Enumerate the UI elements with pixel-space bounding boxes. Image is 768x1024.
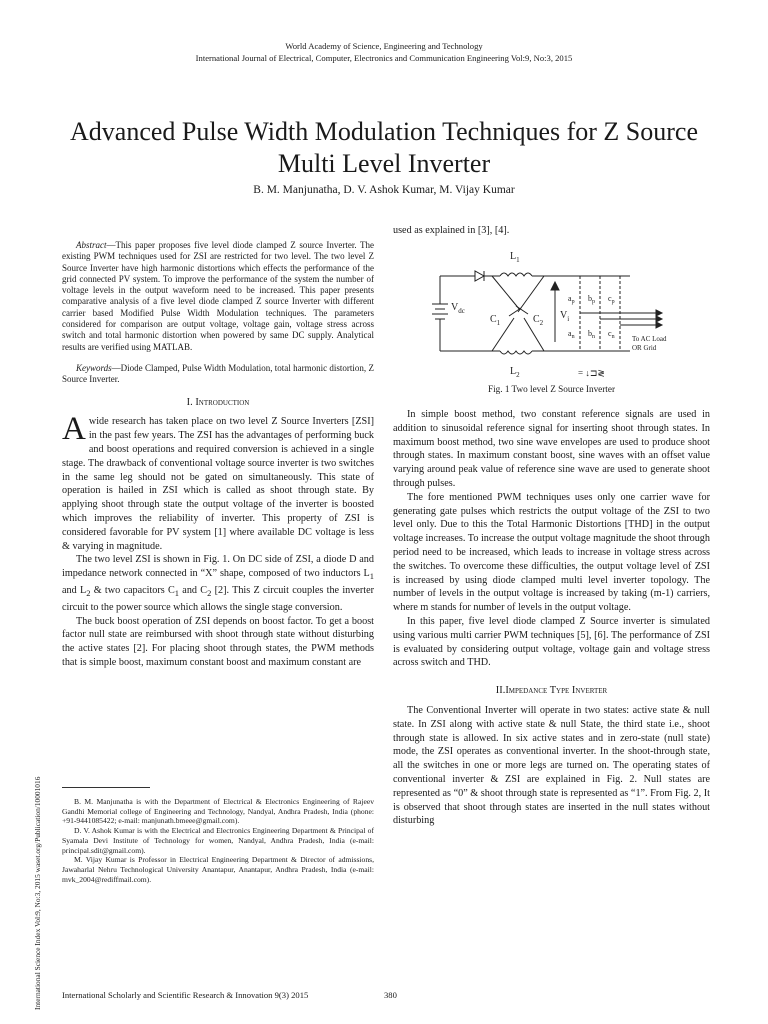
text-fragment: and C <box>179 584 208 596</box>
cn-label: $c_n$ <box>608 329 615 340</box>
right-column-body <box>393 408 710 828</box>
footnote-2: D. V. Ashok Kumar is with the Electrical and Electronics Engineering Department & Principal of Syamala Devi Institute of Technology for women, Nandyal, Andhra Pradesh, India (e-mail: principal.sdit@gmail.com). <box>62 826 374 855</box>
left-column <box>62 240 374 670</box>
inductor-l2-icon <box>500 351 532 354</box>
footnote-3: M. Vijay Kumar is Professor in Electrical Engineering Department & Director of admissions, Jawaharlal Nehru Technological University Anantapur, Anantapur, Andhra Pradesh, India (e-mail: mvk_2004@rediffmail.com). <box>62 855 374 884</box>
intro-paragraph-1: Awide research has taken place on two level Z Source Inverters [ZSI] in the past few years. The ZSI has the advantages of performing buck and boost operations and required conversion is achieved in a single stage. The drawback of conventional voltage source inverter is two switches in the same leg should not be gated on simultaneously. This state of operation is hailed in ZSI which is called as shoot through state. By applying shoot through state the output voltage of the inverter is boosted which improves the reliability of inverter. This property of ZSI is considered favorable for PV system [1] where available DC voltage is less & varying in magnitude. <box>62 411 374 552</box>
running-header <box>0 40 768 64</box>
intro-paragraph-3: The buck boost operation of ZSI depends on boost factor. To get a boost factor null state are reimbursed with shoot through state without disturbing the active states [2]. For placing shoot through states, the PWM methods that is simple boost, maximum constant boost and maximum constant are <box>62 615 374 668</box>
text-fragment: [2]. This Z circuit couples the inverter circuit to the power source which allows the single stage conversion. <box>62 584 374 613</box>
right-paragraph-3: In this paper, five level diode clamped Z Source inverter is simulated using various multi carrier PWM techniques [5], [6]. The performance of ZSI is evaluated by considering output voltage, voltage gain and voltage stress across switch and THD. <box>393 615 710 669</box>
arrow-head-icon <box>656 310 662 316</box>
abstract-text: —This paper proposes five level diode clamped Z source Inverter. The existing PWM techniques used for ZSI are restricted for two level. The two level Z Source Inverter have high harmonic distortions which effects the performance of the grid connected PV system. To improve the performance of the system the number of voltage levels in the output waveform need to be increased. This paper presents comparative analysis of a five level diode clamped Z source Inverter with different carrier based Modified Pulse Width Modulation techniques. The parameters considered for comparison are output voltage, voltage gain, voltage stress across switch and total harmonic distortion when powered by same DC supply. Analytical results are verified using MATLAB. <box>62 240 374 352</box>
inductor-l1-icon <box>500 273 532 276</box>
right-paragraph-4: The Conventional Inverter will operate in two states: active state & null state. In ZSI along with active state & null State, the third state i.e., shoot through state is allowed. In six active states and in zero-state (null state) mode, the ZSI operates as conventional inverter. In the shoot-through state, all the switches in one or more legs are turned on. The operating states of conventional inverter & ZSI are explained in Fig. 2. Null states are represented as “0” & shoot through state is represented as “1”. From Fig. 2, It is observed that shoot through states are inserted in the null states without disturbing <box>393 704 710 827</box>
keywords <box>62 363 374 386</box>
figure-caption: Fig. 1 Two level Z Source Inverter <box>487 384 615 394</box>
an-label: $a_n$ <box>568 329 575 340</box>
right-paragraph-1: In simple boost method, two constant reference signals are used in addition to sinusoidal reference signal for inserting shoot through states. In maximum boost method, two sine wave envelopes are used to produce shoot through states. In maximum constant boost, sine waves with an offset value varying around peak value of reference sine wave are used to generate shoot through pulses. <box>393 409 710 489</box>
section-title: Impedance Type Inverter <box>505 685 608 697</box>
grid-label: OR Grid <box>632 344 657 352</box>
l1-label: $L_1$ <box>510 251 520 264</box>
keywords-text: —Diode Clamped, Pulse Width Modulation, total harmonic distortion, Z Source Inverter. <box>62 362 374 385</box>
continued-text: used as explained in [3], [4]. <box>393 225 510 236</box>
author-footnotes <box>62 797 374 884</box>
load-label: To AC Load <box>632 335 667 343</box>
bp-label: $b_p$ <box>588 294 595 305</box>
keywords-label: Keywords <box>76 362 112 373</box>
paper-title: Advanced Pulse Width Modulation Techniques for Z Source Multi Level Inverter <box>70 117 698 178</box>
vi-label: $V_i$ <box>560 310 570 323</box>
text-fragment: & two capacitors C <box>90 584 175 596</box>
circuit-diagram <box>420 246 695 386</box>
right-paragraph-2: The fore mentioned PWM techniques uses only one carrier wave for generating gate pulses which restricts the output voltage of the ZSI to two level only. Due to this the Total Harmonic Distortions [THD] in the output voltage increases. To increase the output voltage magnitude the shoot through period need to be increased, which leads to increase in voltage stress across the switches. To overcome these difficulties, the output voltage level of ZSI is increased by using diode clamped multi level inverter topology. The number of levels in the output voltage is increased by taking (m-1) carriers, where m stands for number of levels in the output voltage. <box>393 491 710 614</box>
subscript: 2 <box>86 587 91 598</box>
right-column-top <box>393 224 710 238</box>
arrow-head-icon <box>656 322 662 328</box>
text-fragment: The two level ZSI is shown in Fig. 1. On DC side of ZSI, a diode D and impedance network connected in “X” shape, composed of two inductors L <box>62 554 374 580</box>
footer-publisher: International Scholarly and Scientific Research & Innovation 9(3) 2015 <box>62 990 309 1000</box>
section-title: Introduction <box>195 396 250 408</box>
wire <box>492 276 520 310</box>
figure-1 <box>420 246 695 386</box>
vdc-label: $V_{dc}$ <box>451 302 465 315</box>
section-heading-introduction <box>62 396 374 410</box>
wire <box>518 276 544 312</box>
subscript: 1 <box>369 571 374 582</box>
subscript: 1 <box>174 587 180 598</box>
page-number: 380 <box>384 990 397 1000</box>
section-heading-impedance <box>393 684 710 698</box>
author-list: B. M. Manjunatha, D. V. Ashok Kumar, M. Vijay Kumar <box>253 184 515 196</box>
abstract-label: Abstract <box>76 240 107 250</box>
switch-legend: = ↓⊐≷ <box>578 368 605 378</box>
publisher-line: World Academy of Science, Engineering and Technology <box>285 41 483 51</box>
capacitor-plate <box>509 308 521 316</box>
diode-icon <box>475 271 484 281</box>
l2-label: $L_2$ <box>510 366 520 379</box>
arrow-head-icon <box>656 316 662 322</box>
intro-paragraph-2 <box>62 553 374 614</box>
arrow-head-icon <box>551 282 559 290</box>
footnote-1: B. M. Manjunatha is with the Department of Electrical & Electronics Engineering of Rajeev Gandhi Memorial college of Engineering and Technology, Nandyal, Andhra Pradesh, India (phone: +91-9441085422; e-mail: manjunath.bmeee@gmail.com). <box>62 797 374 826</box>
subscript: 2 <box>207 587 212 598</box>
c1-label: $C_1$ <box>490 314 501 327</box>
bn-label: $b_n$ <box>588 329 595 340</box>
text-fragment: and L <box>62 584 87 596</box>
ap-label: $a_p$ <box>568 294 575 305</box>
side-index-label: International Science Index Vol:9, No:3, 2015 waset.org/Publication/10001016 <box>33 776 42 1010</box>
section-number: II. <box>495 685 506 697</box>
footnote-rule <box>62 787 150 788</box>
cp-label: $c_p$ <box>608 294 615 305</box>
c2-label: $C_2$ <box>533 314 544 327</box>
journal-line: International Journal of Electrical, Computer, Electronics and Communication Engineering Vol:9, No:3, 2015 <box>195 53 573 63</box>
abstract <box>62 240 374 353</box>
section-number: I. <box>186 396 196 408</box>
